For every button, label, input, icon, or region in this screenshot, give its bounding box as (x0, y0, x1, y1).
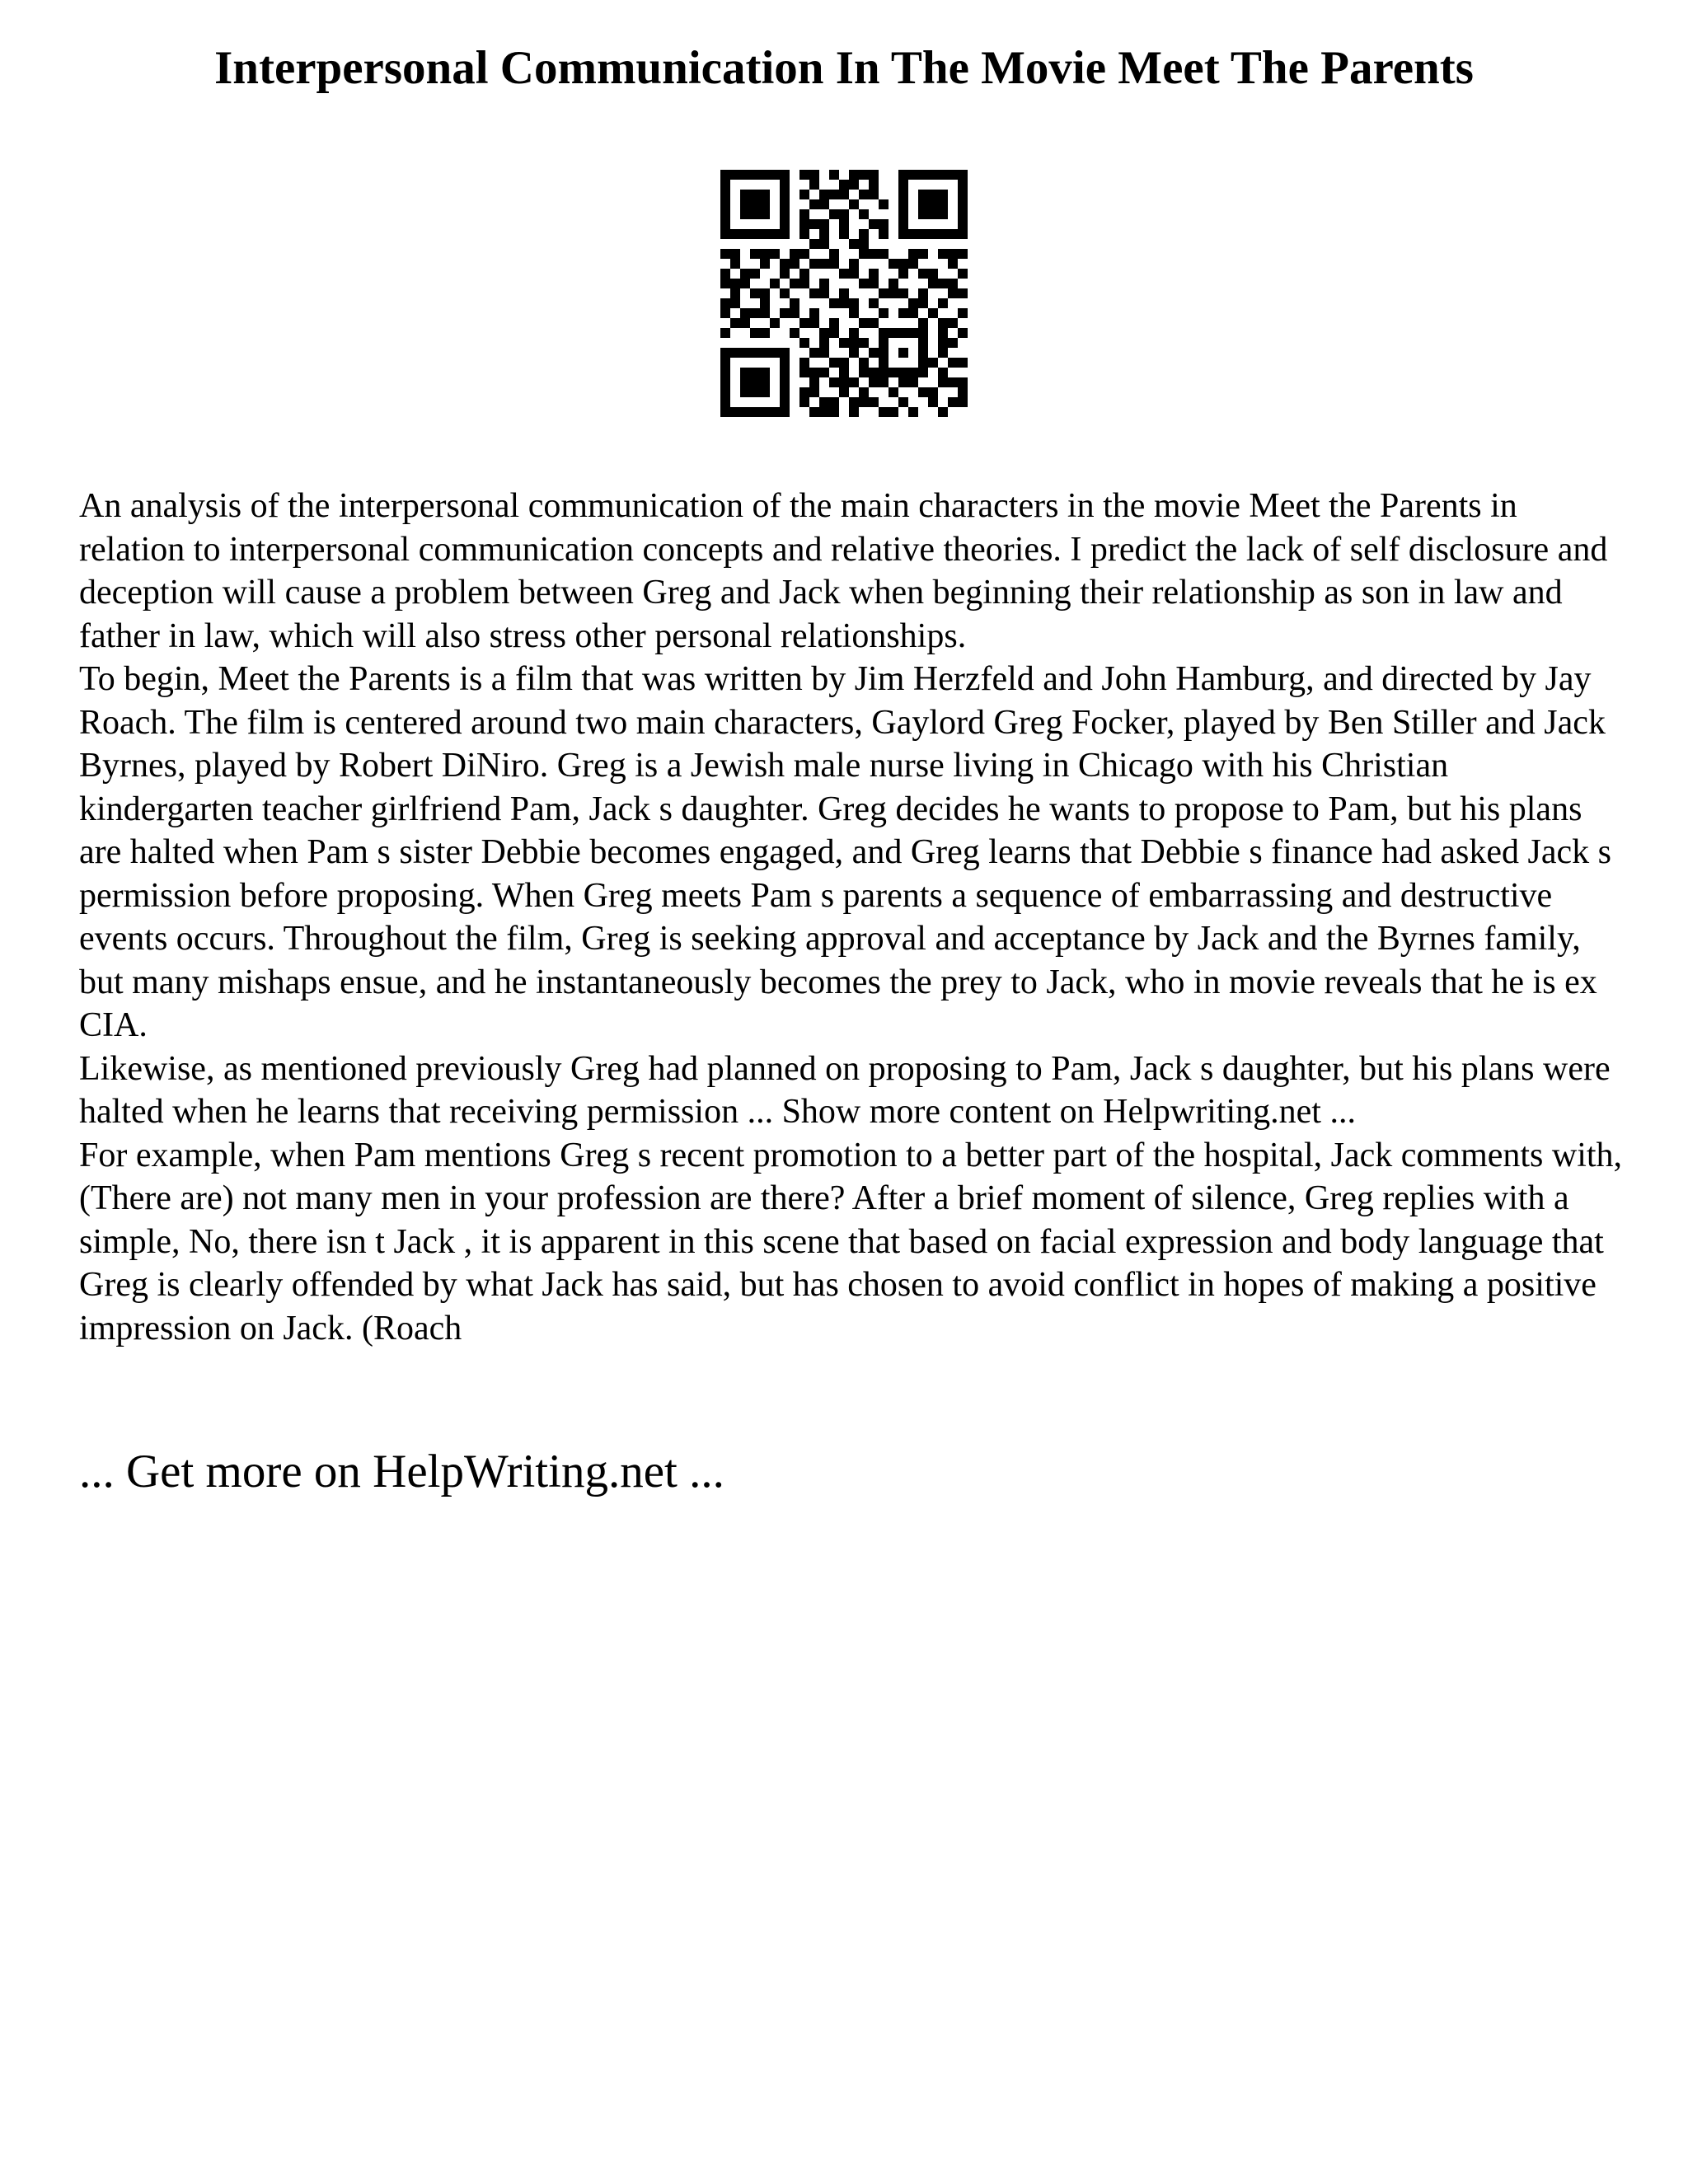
page-title: Interpersonal Communication In The Movie Meet The Parents (214, 42, 1474, 94)
article-body (79, 485, 1629, 1350)
paragraph-intro: An analysis of the interpersonal communication of the main characters in the movie Meet the Parents in relation to interpersonal communication concepts and relative theories. I predict the lack of self disclosure and deception will cause a problem between Greg and Jack when beginning their relationship as son in law and father in law, which will also stress other personal relationships. (79, 487, 1608, 655)
paragraph-example: For example, when Pam mentions Greg s recent promotion to a better part of the hospital, Jack comments with, (There are) not many men in your profession are there? After a brief moment of silence, Greg replies with a simple, No, there isn t Jack , it is apparent in this scene that based on facial expression and body language that Greg is clearly offended by what Jack has said, but has chosen to avoid conflict in hopes of making a positive impression on Jack. (Roach (79, 1136, 1623, 1347)
paragraph-likewise: Likewise, as mentioned previously Greg had planned on proposing to Pam, Jack s daughter, but his plans were halted when he learns that receiving permission ... Show more content on Helpwriting.net ... (79, 1049, 1611, 1131)
get-more-link[interactable]: ... Get more on HelpWriting.net ... (79, 1446, 724, 1497)
qr-code-graphic (720, 170, 968, 417)
qr-code-icon (720, 170, 968, 417)
paragraph-summary: To begin, Meet the Parents is a film that was written by Jim Herzfeld and John Hamburg, and directed by Jay Roach. The film is centered around two main characters, Gaylord Greg Focker, played by Ben Stiller and Jack Byrnes, played by Robert DiNiro. Greg is a Jewish male nurse living in Chicago with his Christian kindergarten teacher girlfriend Pam, Jack s daughter. Greg decides he wants to propose to Pam, but his plans are halted when Pam s sister Debbie becomes engaged, and Greg learns that Debbie s finance had asked Jack s permission before proposing. When Greg meets Pam s parents a sequence of embarrassing and destructive events occurs. Throughout the film, Greg is seeking approval and acceptance by Jack and the Byrnes family, but many mishaps ensue, and he instantaneously becomes the prey to Jack, who in movie reveals that he is ex CIA. (79, 660, 1611, 1044)
